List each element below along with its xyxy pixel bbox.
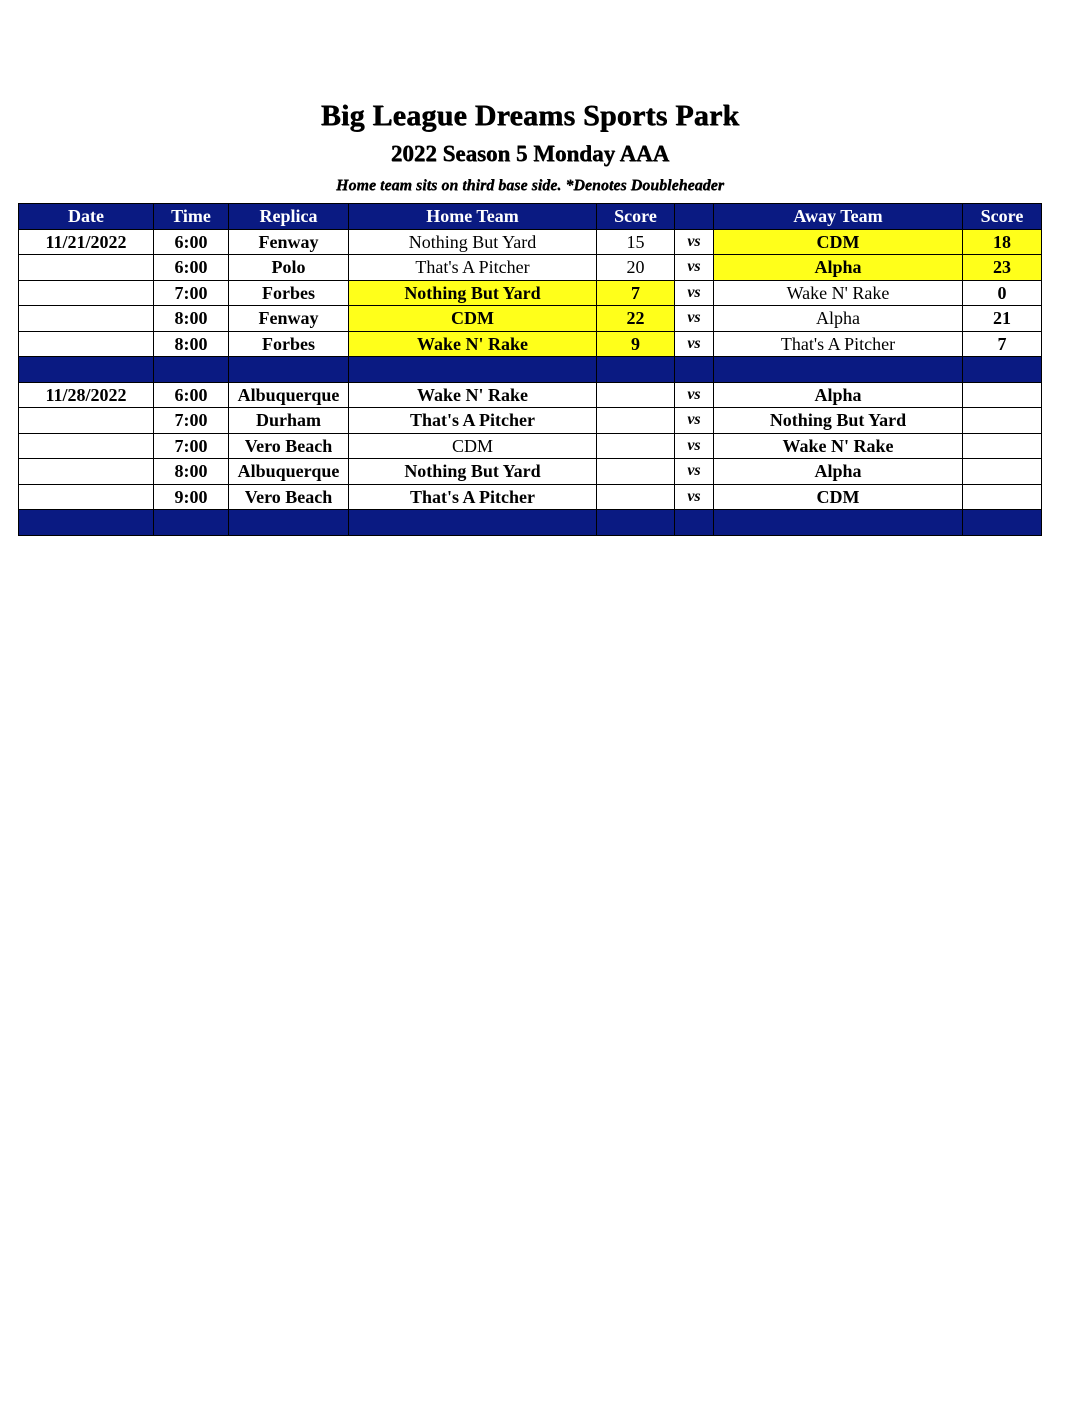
home-team-cell: Nothing But Yard	[349, 280, 597, 306]
date-cell	[19, 306, 154, 332]
col-header-away-team: Away Team	[714, 204, 963, 230]
table-row	[19, 229, 1042, 255]
replica-cell: Forbes	[229, 280, 349, 306]
vs-cell: vs	[675, 433, 714, 459]
week-separator-row	[19, 357, 1042, 383]
separator-cell	[19, 357, 154, 383]
col-header-vs	[675, 204, 714, 230]
separator-cell	[154, 510, 229, 536]
col-header-replica: Replica	[229, 204, 349, 230]
replica-cell: Durham	[229, 408, 349, 434]
home-team-cell: CDM	[349, 433, 597, 459]
vs-cell: vs	[675, 459, 714, 485]
time-cell: 8:00	[154, 331, 229, 357]
date-cell	[19, 459, 154, 485]
time-cell: 9:00	[154, 484, 229, 510]
replica-cell: Vero Beach	[229, 433, 349, 459]
replica-cell: Albuquerque	[229, 382, 349, 408]
table-row	[19, 433, 1042, 459]
away-team-cell: That's A Pitcher	[714, 331, 963, 357]
schedule-table	[18, 203, 1042, 536]
home-team-cell: That's A Pitcher	[349, 484, 597, 510]
home-score-cell: 9	[597, 331, 675, 357]
vs-cell: vs	[675, 408, 714, 434]
col-header-date: Date	[19, 204, 154, 230]
away-team-cell: CDM	[714, 484, 963, 510]
away-score-cell: 7	[963, 331, 1042, 357]
table-row	[19, 331, 1042, 357]
table-row	[19, 280, 1042, 306]
date-cell	[19, 408, 154, 434]
away-team-cell: Wake N' Rake	[714, 433, 963, 459]
date-cell	[19, 433, 154, 459]
vs-cell: vs	[675, 229, 714, 255]
season-subtitle: 2022 Season 5 Monday AAA	[390, 141, 670, 166]
replica-cell: Polo	[229, 255, 349, 281]
time-cell: 7:00	[154, 408, 229, 434]
col-header-away-score: Score	[963, 204, 1042, 230]
away-score-cell: 21	[963, 306, 1042, 332]
away-score-cell	[963, 433, 1042, 459]
table-row	[19, 484, 1042, 510]
replica-cell: Vero Beach	[229, 484, 349, 510]
home-team-cell: That's A Pitcher	[349, 255, 597, 281]
separator-cell	[963, 510, 1042, 536]
header-row	[19, 204, 1042, 230]
home-score-cell	[597, 459, 675, 485]
separator-cell	[229, 357, 349, 383]
separator-cell	[229, 510, 349, 536]
time-cell: 8:00	[154, 306, 229, 332]
home-score-cell	[597, 382, 675, 408]
away-score-cell	[963, 408, 1042, 434]
separator-cell	[714, 357, 963, 383]
table-row	[19, 255, 1042, 281]
replica-cell: Fenway	[229, 306, 349, 332]
vs-cell: vs	[675, 255, 714, 281]
date-cell	[19, 484, 154, 510]
vs-cell: vs	[675, 331, 714, 357]
col-header-home-team: Home Team	[349, 204, 597, 230]
separator-cell	[675, 357, 714, 383]
home-team-cell: Nothing But Yard	[349, 229, 597, 255]
home-score-cell	[597, 408, 675, 434]
time-cell: 7:00	[154, 433, 229, 459]
schedule-note: Home team sits on third base side. *Denotes Doubleheader	[336, 177, 724, 194]
home-team-cell: That's A Pitcher	[349, 408, 597, 434]
date-cell: 11/21/2022	[19, 229, 154, 255]
replica-cell: Fenway	[229, 229, 349, 255]
separator-cell	[675, 510, 714, 536]
vs-cell: vs	[675, 306, 714, 332]
week-separator-row	[19, 510, 1042, 536]
time-cell: 7:00	[154, 280, 229, 306]
separator-cell	[963, 357, 1042, 383]
away-score-cell	[963, 484, 1042, 510]
time-cell: 8:00	[154, 459, 229, 485]
table-row	[19, 306, 1042, 332]
table-row	[19, 382, 1042, 408]
separator-cell	[349, 357, 597, 383]
away-score-cell	[963, 382, 1042, 408]
home-score-cell	[597, 433, 675, 459]
away-team-cell: Alpha	[714, 459, 963, 485]
away-team-cell: Alpha	[714, 382, 963, 408]
away-team-cell: Nothing But Yard	[714, 408, 963, 434]
time-cell: 6:00	[154, 255, 229, 281]
separator-cell	[597, 510, 675, 536]
separator-cell	[154, 357, 229, 383]
time-cell: 6:00	[154, 382, 229, 408]
away-score-cell: 23	[963, 255, 1042, 281]
date-cell	[19, 331, 154, 357]
col-header-time: Time	[154, 204, 229, 230]
home-score-cell: 7	[597, 280, 675, 306]
home-score-cell: 22	[597, 306, 675, 332]
vs-cell: vs	[675, 382, 714, 408]
table-row	[19, 408, 1042, 434]
home-score-cell	[597, 484, 675, 510]
date-cell: 11/28/2022	[19, 382, 154, 408]
vs-cell: vs	[675, 484, 714, 510]
away-team-cell: Alpha	[714, 306, 963, 332]
away-team-cell: CDM	[714, 229, 963, 255]
away-team-cell: Wake N' Rake	[714, 280, 963, 306]
separator-cell	[19, 510, 154, 536]
page-title: Big League Dreams Sports Park	[320, 99, 740, 132]
replica-cell: Forbes	[229, 331, 349, 357]
separator-cell	[349, 510, 597, 536]
away-score-cell: 18	[963, 229, 1042, 255]
home-score-cell: 20	[597, 255, 675, 281]
vs-cell: vs	[675, 280, 714, 306]
separator-cell	[597, 357, 675, 383]
home-team-cell: Nothing But Yard	[349, 459, 597, 485]
home-team-cell: Wake N' Rake	[349, 382, 597, 408]
home-score-cell: 15	[597, 229, 675, 255]
away-score-cell: 0	[963, 280, 1042, 306]
home-team-cell: Wake N' Rake	[349, 331, 597, 357]
away-score-cell	[963, 459, 1042, 485]
separator-cell	[714, 510, 963, 536]
time-cell: 6:00	[154, 229, 229, 255]
date-cell	[19, 255, 154, 281]
replica-cell: Albuquerque	[229, 459, 349, 485]
date-cell	[19, 280, 154, 306]
table-row	[19, 459, 1042, 485]
col-header-home-score: Score	[597, 204, 675, 230]
home-team-cell: CDM	[349, 306, 597, 332]
away-team-cell: Alpha	[714, 255, 963, 281]
